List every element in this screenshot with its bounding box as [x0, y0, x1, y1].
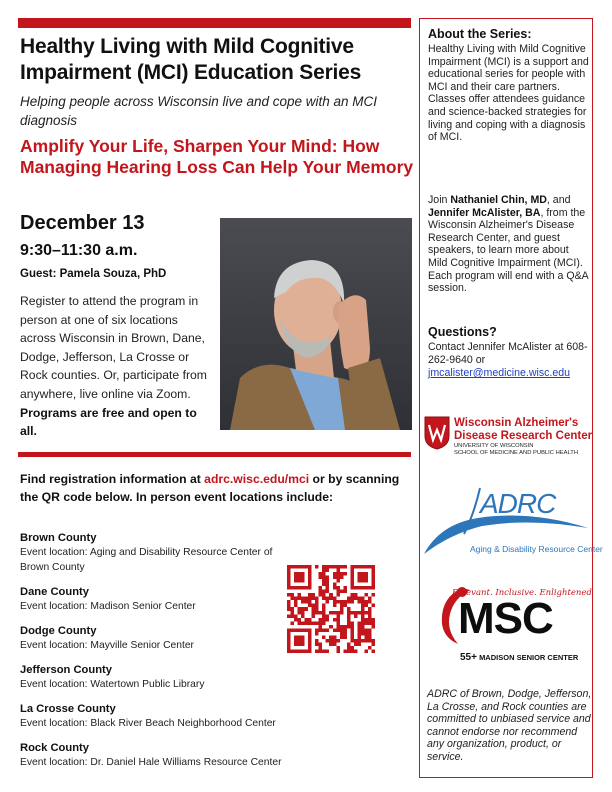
join-prefix: Join	[428, 194, 451, 206]
location-item	[20, 585, 290, 615]
event-location: Event location: Watertown Public Library	[20, 679, 205, 690]
wadrc-name-line1: Wisconsin Alzheimer's	[454, 417, 579, 429]
qr-code-icon	[287, 565, 375, 653]
wadrc-name	[454, 417, 592, 443]
location-item	[20, 741, 290, 771]
contact-email-line	[428, 367, 590, 380]
registration-qr-code[interactable]	[287, 565, 375, 653]
county-name: Brown County	[20, 532, 97, 544]
wadrc-school: SCHOOL OF MEDICINE AND PUBLIC HEALTH	[454, 450, 579, 456]
register-text: Register to attend the program in person at one of six locations across Wisconsin in Brown, Dane, Dodge, Jefferson, La Crosse or Rock counties. Or, participate from anywhere, live online via Zoom.	[20, 294, 207, 401]
wadrc-name-line2: Disease Research Center	[454, 430, 593, 442]
msc-wordmark: MSC	[458, 594, 553, 643]
about-heading: About the Series:	[428, 27, 532, 41]
msc-age: 55+	[460, 652, 477, 663]
uw-crest-icon	[424, 416, 450, 450]
location-item	[20, 624, 290, 654]
registration-suffix: or by scanning the QR code below. In person event locations include:	[20, 472, 400, 504]
msc-center-name: MADISON SENIOR CENTER	[479, 653, 579, 662]
register-paragraph	[20, 292, 216, 441]
speaker-photo	[220, 218, 412, 430]
top-accent-bar	[18, 18, 411, 28]
questions-heading: Questions?	[428, 325, 497, 339]
register-free-note: Programs are free and open to all.	[20, 405, 197, 439]
wadrc-logo	[424, 412, 594, 464]
man-listening-illustration	[220, 218, 412, 430]
county-name: Rock County	[20, 742, 89, 754]
county-name: Jefferson County	[20, 664, 112, 676]
page-title: Healthy Living with Mild Cognitive Impairment (MCI) Education Series	[20, 35, 362, 84]
registration-link[interactable]: adrc.wisc.edu/mci	[204, 472, 310, 486]
speakers-text	[428, 194, 590, 295]
speaker-name-chin: Nathaniel Chin, MD	[450, 194, 547, 206]
county-name: La Crosse County	[20, 703, 116, 715]
join-rest: , from the Wisconsin Alzheimer's Disease Research Center, and guest speakers, to learn more about Mild Cognitive Impairment (MCI). Each program will end with a Q&A session.	[428, 206, 589, 295]
session-headline: Amplify Your Life, Sharpen Your Mind: How Managing Hearing Loss Can Help Your Memory	[20, 136, 414, 177]
event-time: 9:30–11:30 a.m.	[20, 242, 138, 259]
adrc-wordmark: ADRC	[480, 488, 556, 519]
county-name: Dane County	[20, 586, 89, 598]
join-and: , and	[546, 194, 571, 206]
location-item	[20, 531, 290, 575]
wadrc-university: UNIVERSITY OF WISCONSIN	[454, 443, 534, 449]
speaker-name-mcalister: Jennifer McAlister, BA	[428, 206, 541, 219]
adrc-subtitle: Aging & Disability Resource Center	[470, 544, 603, 554]
registration-info	[20, 470, 412, 506]
page-subtitle: Helping people across Wisconsin live and cope with an MCI diagnosis	[20, 94, 378, 128]
adrc-disclaimer: ADRC of Brown, Dodge, Jefferson, La Crosse, and Rock counties are committed to unbiased service and cannot endorse nor recommend any organization, product, or service.	[427, 688, 592, 763]
event-location: Event location: Black River Beach Neighborhood Center	[20, 718, 276, 729]
event-location: Event location: Madison Senior Center	[20, 601, 196, 612]
event-location: Event location: Mayville Senior Center	[20, 640, 194, 651]
location-item	[20, 663, 290, 693]
event-location: Event location: Aging and Disability Resource Center of Brown County	[20, 547, 273, 573]
contact-text: Contact Jennifer McAlister at 608-262-9640 or	[428, 341, 588, 366]
msc-subtitle	[460, 652, 578, 663]
event-date: December 13	[20, 212, 145, 234]
location-item	[20, 702, 290, 732]
section-divider	[18, 452, 411, 457]
event-guest: Guest: Pamela Souza, PhD	[20, 268, 167, 280]
contact-email-link[interactable]: jmcalister@medicine.wisc.edu	[428, 367, 571, 379]
msc-tagline: Relevant. Inclusive. Enlightened	[452, 588, 592, 598]
adrc-logo	[420, 484, 603, 564]
event-location: Event location: Dr. Daniel Hale Williams Resource Center	[20, 757, 282, 768]
registration-prefix: Find registration information at	[20, 472, 205, 486]
about-text: Healthy Living with Mild Cognitive Impairment (MCI) is a support and educational series for people with MCI and their care partners. Classes offer attendees guidance and science-backed strategies for living and coping with a diagnosis of MCI.	[428, 43, 589, 144]
msc-logo	[432, 578, 592, 668]
county-name: Dodge County	[20, 625, 97, 637]
